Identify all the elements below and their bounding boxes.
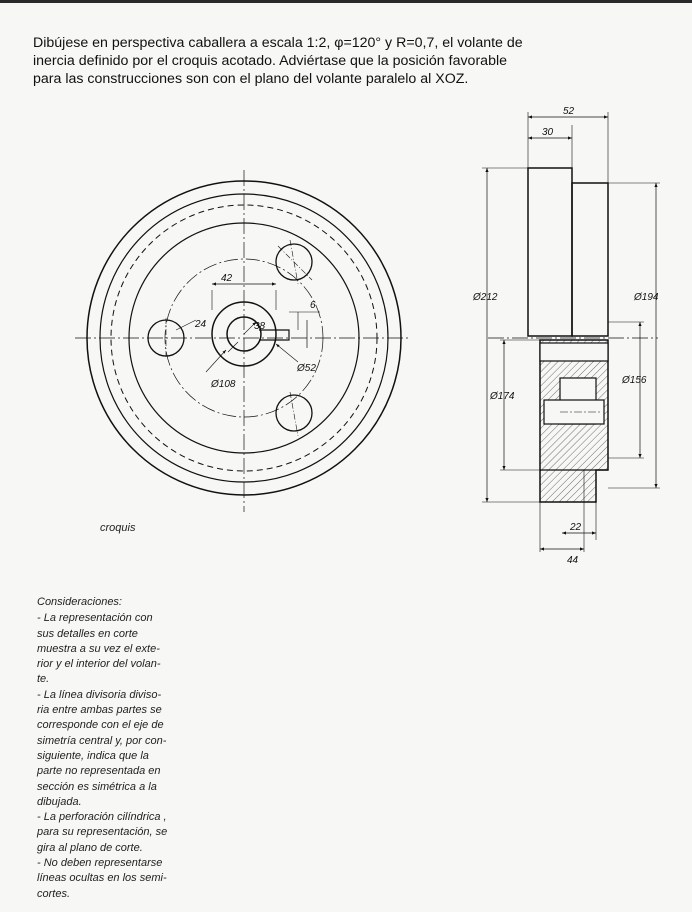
considerations-line: - La perforación cilíndrica , — [37, 811, 167, 824]
dim-d194: Ø194 — [634, 292, 659, 303]
side-view — [482, 112, 660, 552]
considerations-line: cortes. — [37, 887, 71, 900]
statement-line: para las construcciones son con el plano del volante paralelo al XOZ. — [33, 71, 469, 87]
considerations-line: para su representación, se — [37, 826, 168, 839]
dim-d212: Ø212 — [473, 292, 498, 303]
considerations-title: Consideraciones: — [37, 596, 122, 608]
dim-42: 42 — [221, 273, 233, 284]
dim-24: 24 — [195, 319, 207, 330]
dim-d52: Ø52 — [297, 363, 316, 374]
considerations-line: simetría central y, por con- — [37, 734, 167, 747]
considerations-line: muestra a su vez el exte- — [37, 642, 160, 655]
considerations-line: parte no representada en — [37, 765, 161, 778]
section-lower — [540, 340, 608, 502]
considerations-block — [37, 595, 212, 902]
hole-bottom-right — [276, 395, 312, 431]
considerations-line: líneas ocultas en los semi- — [37, 872, 167, 885]
statement-line: Dibújese en perspectiva caballera a escala 1:2, φ=120° y R=0,7, el volante de — [33, 35, 523, 51]
dim-52: 52 — [563, 106, 575, 117]
statement-line: inercia definido por el croquis acotado. Adviértase que la posición favorable — [33, 53, 507, 69]
dim-6: 6 — [310, 300, 316, 311]
dim-30: 30 — [542, 127, 554, 138]
considerations-line: - No deben representarse — [37, 857, 163, 870]
considerations-line: siguiente, indica que la — [37, 749, 149, 762]
considerations-line: sus detalles en corte — [37, 627, 138, 640]
dim-d108: Ø108 — [211, 379, 236, 390]
dim-d174: Ø174 — [490, 391, 515, 402]
considerations-line: dibujada. — [37, 795, 82, 808]
dim-22: 22 — [570, 522, 582, 533]
dim-38: 38 — [254, 321, 266, 332]
considerations-line: corresponde con el eje de — [37, 719, 164, 732]
dim-44: 44 — [567, 555, 579, 566]
considerations-line: rior y el interior del volan- — [37, 658, 161, 671]
considerations-line: - La representación con — [37, 612, 153, 625]
front-view — [75, 170, 410, 512]
considerations-line: ria entre ambas partes se — [37, 704, 162, 717]
rim-upper — [528, 168, 572, 336]
dim-d156: Ø156 — [622, 375, 647, 386]
considerations-line: gira al plano de corte. — [37, 841, 143, 854]
considerations-line: - La línea divisoria diviso- — [37, 688, 162, 701]
figure-caption: croquis — [100, 522, 136, 534]
considerations-line: te. — [37, 673, 50, 686]
considerations-line: sección es simétrica a la — [37, 780, 157, 793]
web-upper — [572, 183, 608, 336]
